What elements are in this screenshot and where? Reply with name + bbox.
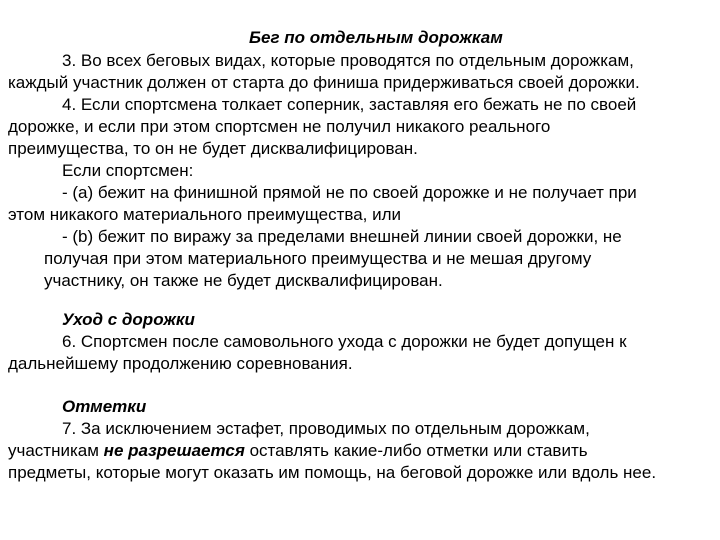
item-b-line-1: - (b) бежит по виражу за пределами внешней линии своей дорожки, не	[62, 227, 622, 246]
item-b-line-2: получая при этом материального преимущества и не мешая другому	[44, 249, 592, 268]
item-a-line-2: этом никакого материального преимущества, или	[8, 205, 402, 224]
rule-6-line-1: 6. Спортсмен после самовольного ухода с дорожки не будет допущен к	[62, 332, 627, 351]
rule-7-line-2	[8, 440, 588, 462]
rule-4-line-3: преимущества, то он не будет дисквалифицирован.	[8, 139, 418, 158]
not-allowed-emphasis: не разрешается	[103, 441, 245, 460]
rule-4-line-2: дорожке, и если при этом спортсмен не получил никакого реального	[8, 117, 551, 136]
section-title-marks: Отметки	[62, 397, 147, 416]
rule-3-line-2: каждый участник должен от старта до финиша придерживаться своей дорожки.	[8, 73, 640, 92]
rule-7-line-2-start: участникам	[8, 441, 104, 460]
item-b-line-3: участнику, он также не будет дисквалифицирован.	[44, 271, 443, 290]
rule-7-line-1: 7. За исключением эстафет, проводимых по отдельным дорожкам,	[62, 419, 590, 438]
rule-7-line-3: предметы, которые могут оказать им помощь, на беговой дорожке или вдоль нее.	[8, 463, 657, 482]
section-title-leaving-lane: Уход с дорожки	[62, 310, 195, 329]
rule-6-line-2: дальнейшему продолжению соревнования.	[8, 354, 353, 373]
rule-3-line-1: 3. Во всех беговых видах, которые проводятся по отдельным дорожкам,	[62, 51, 634, 70]
rule-7-line-2-end: оставлять какие-либо отметки или ставить	[244, 441, 588, 460]
rule-4-line-1: 4. Если спортсмена толкает соперник, заставляя его бежать не по своей	[62, 95, 637, 114]
if-athlete-label: Если спортсмен:	[62, 161, 194, 180]
item-a-line-1: - (а) бежит на финишной прямой не по своей дорожке и не получает при	[62, 183, 637, 202]
section-title-separate-lanes: Бег по отдельным дорожкам	[249, 28, 503, 47]
